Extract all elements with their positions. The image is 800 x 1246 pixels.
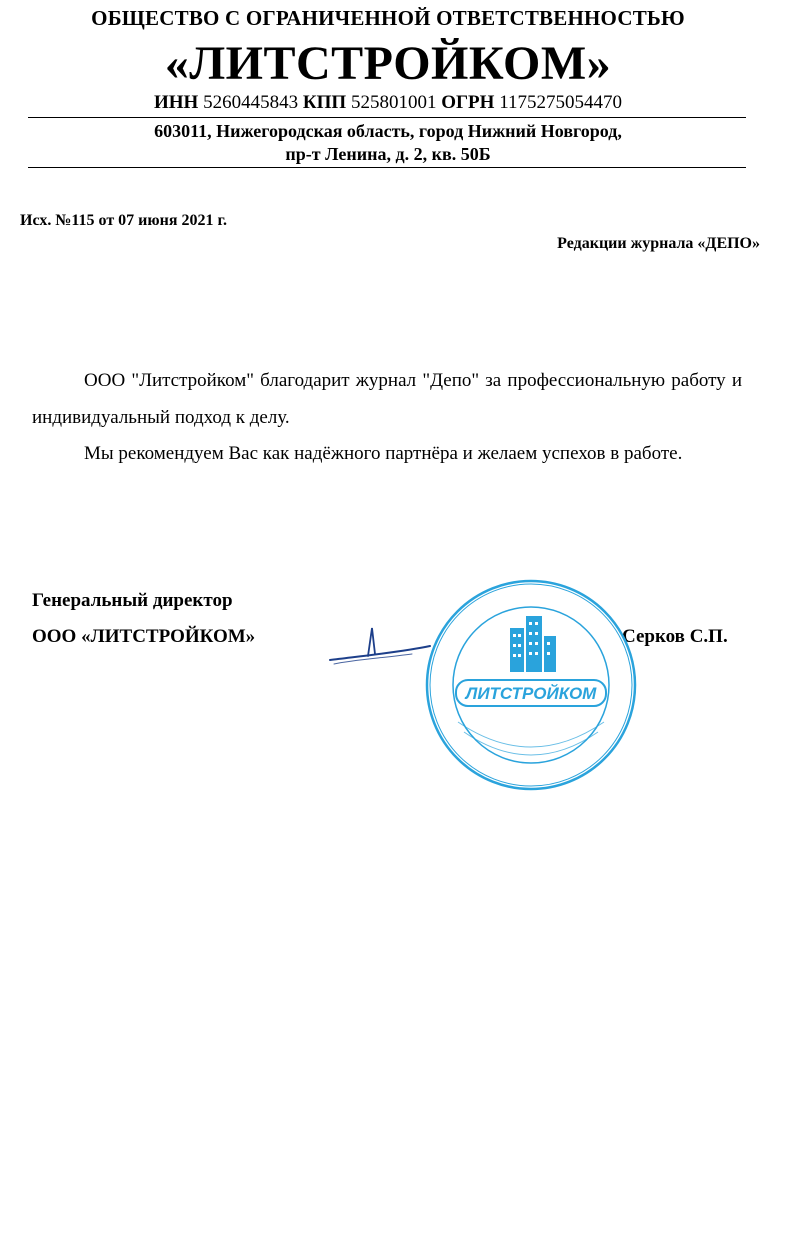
address-line-2: пр-т Ленина, д. 2, кв. 50Б bbox=[285, 144, 491, 164]
company-name: «ЛИТСТРОЙКОМ» bbox=[164, 37, 612, 90]
recipient: Редакции журнала «ДЕПО» bbox=[557, 235, 760, 252]
outgoing-reference: Исх. №115 от 07 июня 2021 г. bbox=[20, 212, 227, 229]
ogrn-label: ОГРН bbox=[441, 92, 495, 113]
signer-position: Генеральный директор bbox=[32, 590, 233, 611]
stamp-text: ЛИТСТРОЙКОМ bbox=[465, 684, 597, 703]
signer-name: Серков С.П. bbox=[622, 626, 728, 647]
kpp-label: КПП bbox=[302, 92, 347, 113]
letterhead-rule-bottom bbox=[28, 167, 746, 168]
body-paragraph-1 bbox=[32, 362, 742, 436]
address-line-1: 603011, Нижегородская область, город Нижний Новгород, bbox=[154, 121, 622, 141]
body-paragraph-1-text: ООО "Литстройком" благодарит журнал "Депо" за профессиональную работу и индивидуальный подход к делу. bbox=[32, 370, 742, 428]
signer-company: ООО «ЛИТСТРОЙКОМ» bbox=[32, 626, 256, 647]
registration-line bbox=[0, 92, 776, 114]
kpp-value: 525801001 bbox=[350, 92, 437, 113]
stamp-building-icon bbox=[510, 616, 556, 672]
inn-label: ИНН bbox=[154, 92, 199, 113]
body-paragraph-2-text: Мы рекомендуем Вас как надёжного партнёра и желаем успехов в работе. bbox=[84, 443, 683, 464]
body-paragraph-2 bbox=[32, 435, 742, 472]
company-type: ОБЩЕСТВО С ОГРАНИЧЕННОЙ ОТВЕТСТВЕННОСТЬЮ bbox=[91, 6, 685, 30]
ogrn-value: 1175275054470 bbox=[499, 92, 622, 113]
inn-value: 5260445843 bbox=[203, 92, 299, 113]
letterhead-rule-top bbox=[28, 117, 746, 118]
company-stamp bbox=[418, 572, 644, 798]
